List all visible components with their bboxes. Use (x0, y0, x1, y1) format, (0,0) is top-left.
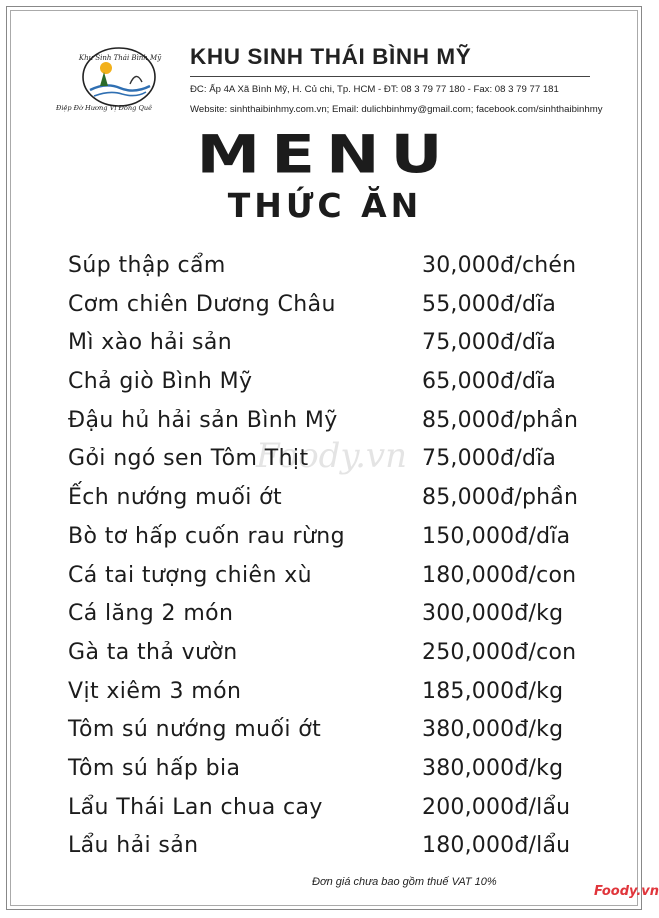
menu-item-price: 85,000đ/phần (422, 485, 579, 511)
menu-item (68, 482, 598, 521)
menu-item (68, 714, 598, 753)
menu-item-name: Tôm sú hấp bia (68, 755, 241, 781)
business-name: KHU SINH THÁI BÌNH MỸ (190, 44, 472, 69)
menu-item-price: 65,000đ/dĩa (422, 369, 557, 395)
menu-item (68, 676, 598, 715)
menu-item-name: Bò tơ hấp cuốn rau rừng (68, 523, 346, 549)
menu-item (68, 327, 598, 366)
menu-item (68, 250, 598, 289)
menu-item-price: 75,000đ/dĩa (422, 330, 557, 356)
menu-item-name: Tôm sú nướng muối ớt (68, 717, 322, 743)
slogan-text: Điệp Đờ Hương Vị Đồng Quê (56, 104, 153, 112)
menu-item-price: 85,000đ/phần (422, 407, 579, 433)
menu-item-price: 300,000đ/kg (422, 601, 564, 627)
address-line: ĐC: Ấp 4A Xã Bình Mỹ, H. Củ chi, Tp. HCM - ĐT: 08 3 79 77 180 - Fax: 08 3 79 77 181 (190, 84, 559, 95)
watermark-text: Foody.vn (256, 436, 408, 476)
menu-item (68, 289, 598, 328)
menu-item (68, 830, 598, 869)
menu-item (68, 521, 598, 560)
menu-item-name: Cá tai tượng chiên xù (68, 562, 312, 588)
menu-item-price: 75,000đ/dĩa (422, 446, 557, 472)
menu-item-price: 380,000đ/kg (422, 717, 564, 743)
menu-item-name: Cá lăng 2 món (68, 601, 234, 627)
header-divider (190, 76, 590, 77)
menu-item-name: Vịt xiêm 3 món (68, 678, 242, 704)
menu-item (68, 637, 598, 676)
menu-item (68, 366, 598, 405)
menu-item (68, 405, 598, 444)
menu-item-name: Mì xào hải sản (68, 330, 233, 356)
menu-item-name: Súp thập cẩm (68, 253, 226, 278)
menu-subtitle: THỨC ĂN (227, 186, 423, 225)
menu-item-price: 150,000đ/dĩa (422, 523, 571, 549)
menu-item (68, 792, 598, 831)
menu-item-name: Lẩu Thái Lan chua cay (68, 794, 323, 820)
vat-note: Đơn giá chưa bao gồm thuế VAT 10% (312, 876, 497, 888)
logo-icon (78, 46, 162, 108)
menu-item-name: Gỏi ngó sen Tôm Thịt (68, 446, 309, 472)
menu-item-name: Cơm chiên Dương Châu (68, 291, 336, 317)
menu-item-name: Lẩu hải sản (68, 833, 199, 859)
menu-item-name: Ếch nướng muối ớt (68, 485, 283, 511)
menu-item-name: Chả giò Bình Mỹ (68, 369, 253, 395)
menu-title: MENU (196, 125, 454, 186)
menu-item-price: 55,000đ/dĩa (422, 291, 557, 317)
menu-item-price: 250,000đ/con (422, 639, 577, 665)
menu-item (68, 598, 598, 637)
website-line: Website: sinhthaibinhmy.com.vn; Email: dulichbinhmy@gmail.com; facebook.com/sinhthaibinhmy (190, 104, 603, 115)
menu-item-name: Đậu hủ hải sản Bình Mỹ (68, 407, 338, 433)
menu-item-price: 180,000đ/lẩu (422, 833, 571, 859)
menu-item-price: 200,000đ/lẩu (422, 794, 571, 820)
menu-item (68, 753, 598, 792)
menu-items-list (68, 250, 598, 869)
menu-item (68, 443, 598, 482)
menu-item (68, 560, 598, 599)
menu-item-price: 30,000đ/chén (422, 253, 577, 278)
menu-item-name: Gà ta thả vườn (68, 639, 238, 665)
menu-item-price: 180,000đ/con (422, 562, 577, 588)
menu-item-price: 380,000đ/kg (422, 755, 564, 781)
menu-item-price: 185,000đ/kg (422, 678, 564, 704)
logo-text: Khu Sinh Thái Bình Mỹ (78, 54, 162, 62)
corner-watermark: Foody.vn (594, 884, 659, 899)
